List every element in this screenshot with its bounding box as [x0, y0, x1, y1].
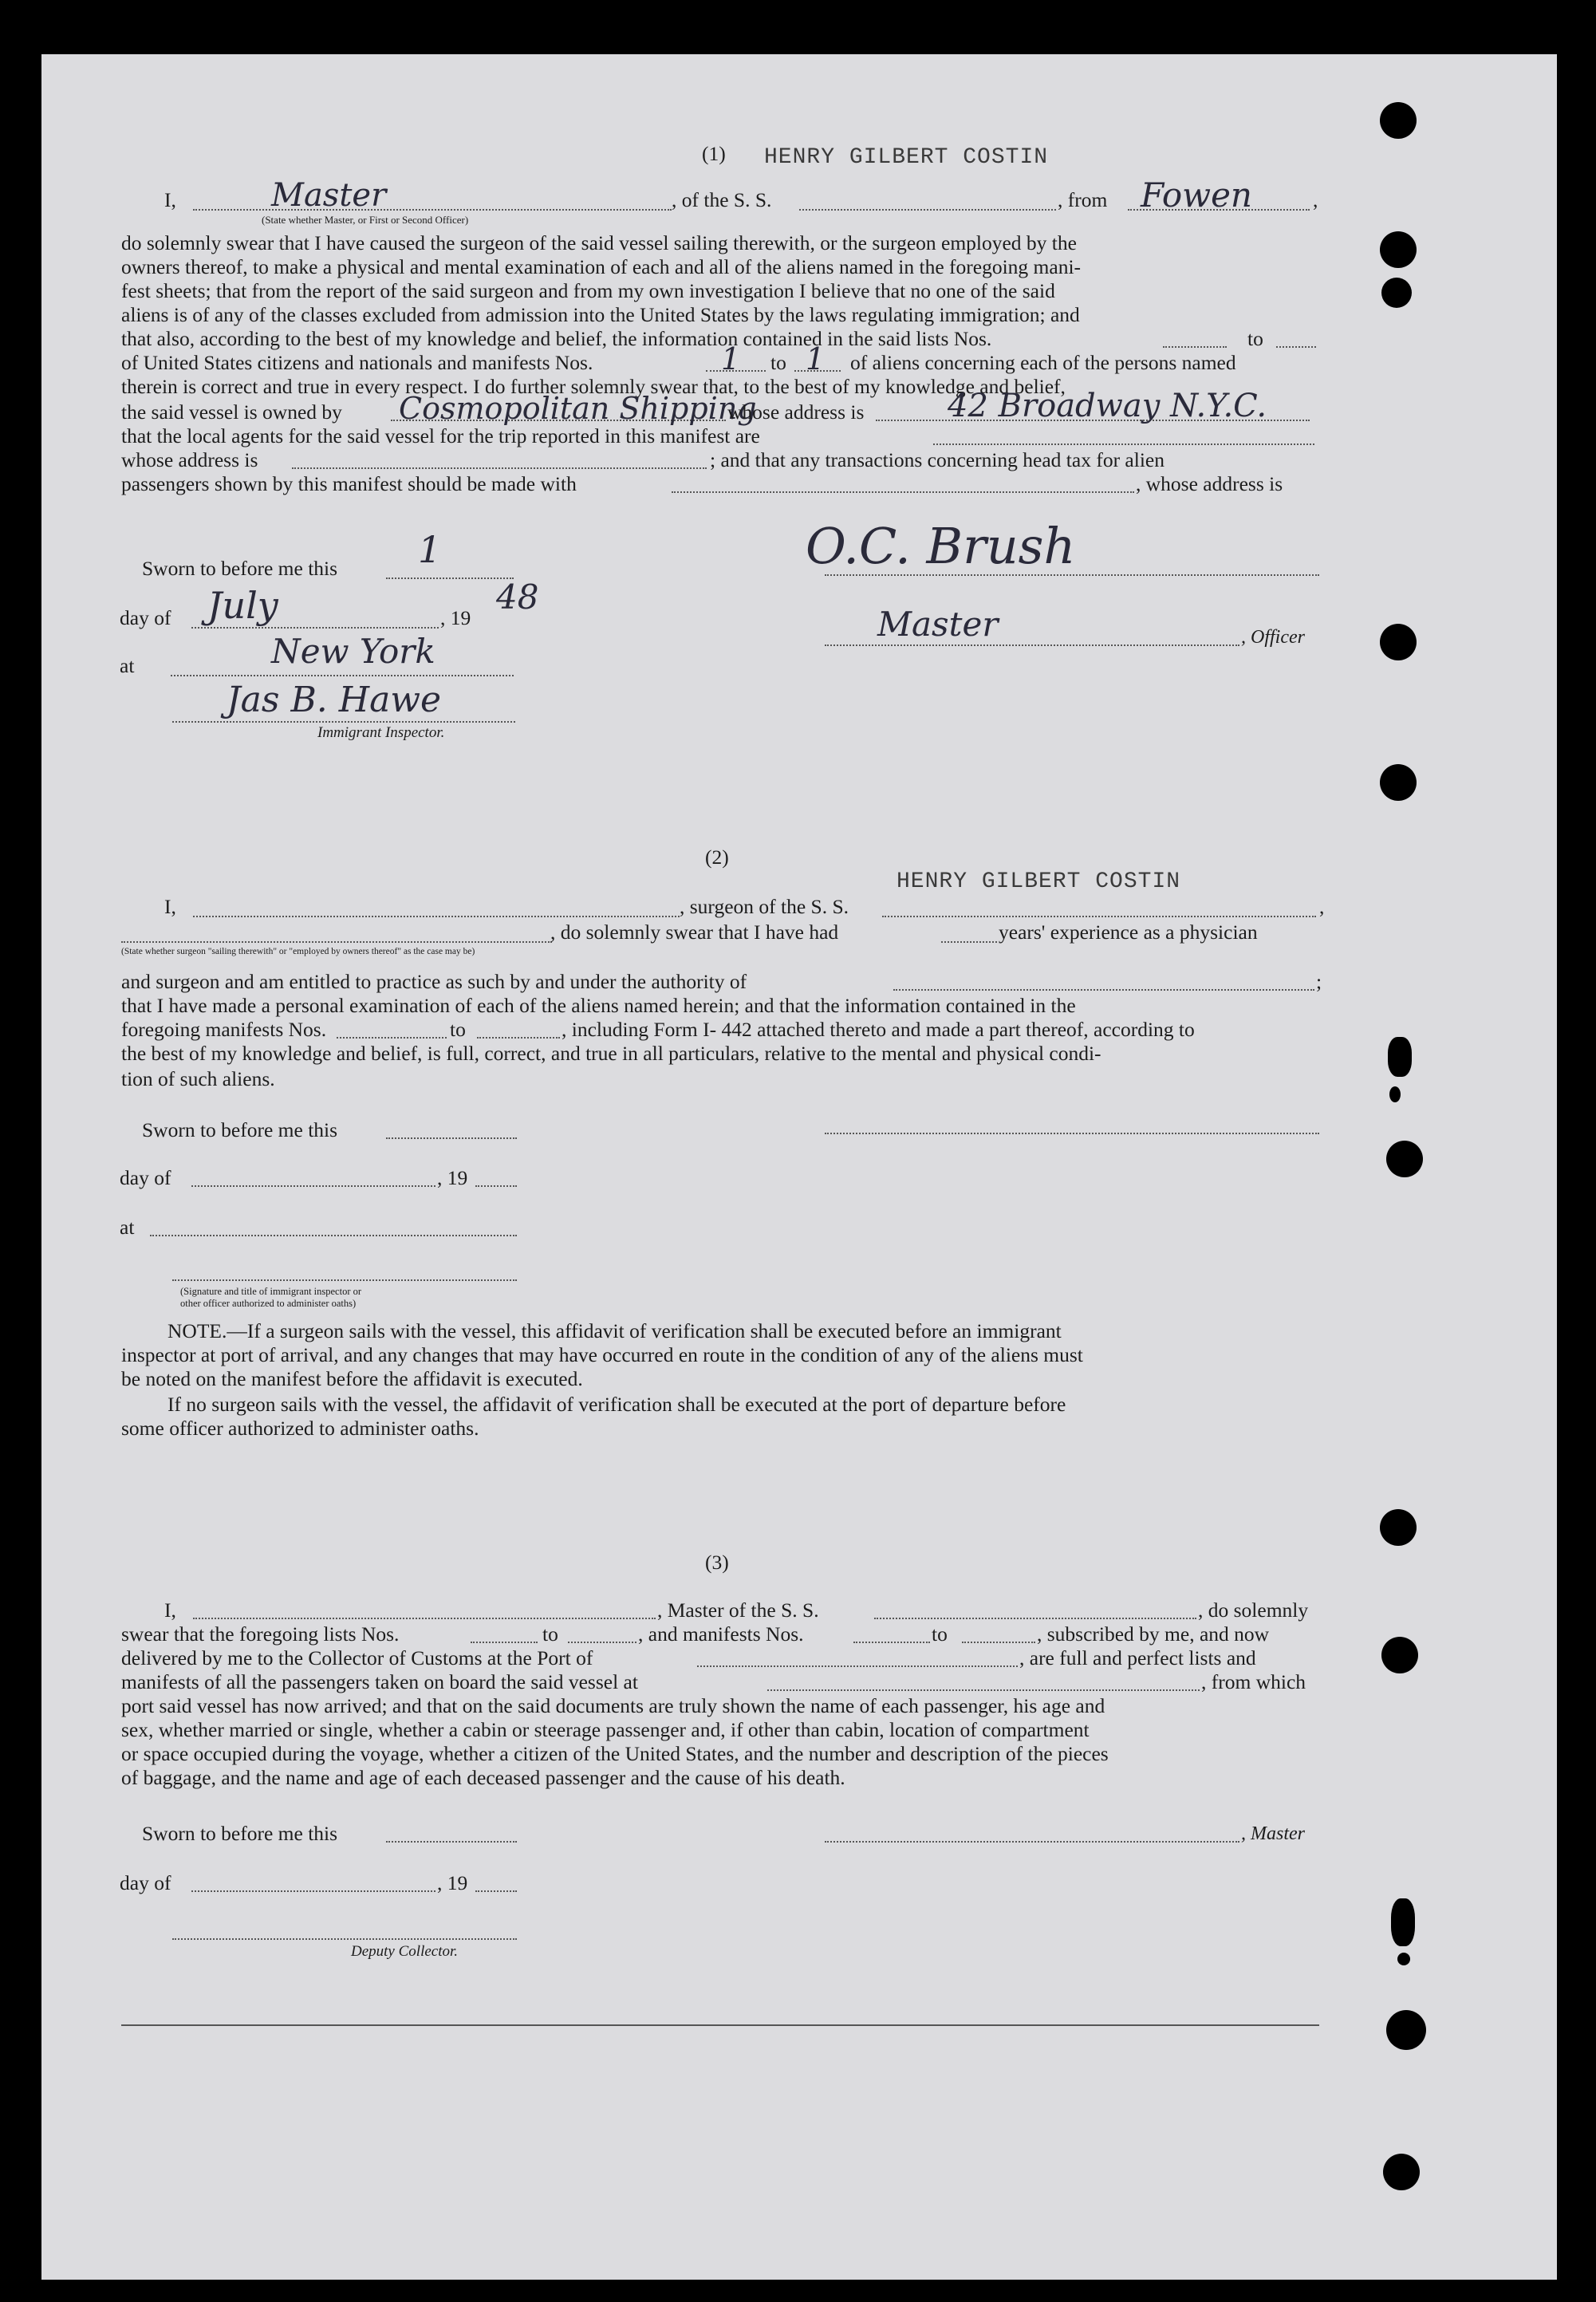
- master-label: , Master: [1241, 1823, 1305, 1844]
- punch-hole: [1380, 764, 1417, 801]
- punch-hole: [1386, 2010, 1426, 2050]
- signature-line: [172, 1938, 517, 1940]
- oath-text: foregoing manifests Nos.: [121, 1018, 327, 1041]
- bottom-rule: [121, 2024, 1319, 2026]
- blank-line: [767, 1689, 1200, 1691]
- blank-line: [475, 1890, 517, 1892]
- day-of-label: day of: [120, 606, 171, 629]
- oath-text: delivered by me to the Collector of Customs at the Port of: [121, 1646, 593, 1669]
- oath-text: do solemnly swear that I have caused the surgeon of the said vessel sailing therewith, or the surgeon employed by the: [121, 231, 1077, 254]
- oath-text: , subscribed by me, and now: [1037, 1622, 1270, 1646]
- handwritten-day: 1: [418, 528, 442, 571]
- oath-text: , surgeon of the S. S.: [680, 895, 849, 918]
- blank-line: [893, 989, 1314, 991]
- punch-hole: [1388, 1037, 1412, 1077]
- signature-line: [825, 644, 1239, 646]
- punch-hole: [1380, 624, 1417, 660]
- oath-text: years' experience as a physician: [999, 920, 1258, 944]
- oath-text: to: [1247, 327, 1263, 350]
- oath-text: , of the S. S.: [672, 188, 772, 211]
- note-text: be noted on the manifest before the affidavit is executed.: [121, 1367, 583, 1390]
- sworn-label: Sworn to before me this: [142, 1822, 338, 1845]
- oath-text: of baggage, and the name and age of each deceased passenger and the cause of his death.: [121, 1766, 845, 1789]
- day-of-label: day of: [120, 1166, 171, 1189]
- oath-text: fest sheets; that from the report of the said surgeon and from my own investigation I believe that no one of the said: [121, 279, 1055, 302]
- oath-text: the best of my knowledge and belief, is full, correct, and true in all particulars, relative to the mental and physical condi-: [121, 1042, 1101, 1065]
- blank-line: [150, 1235, 517, 1236]
- oath-text: ,: [1313, 188, 1318, 211]
- blank-line: [171, 675, 514, 676]
- oath-text: whose address is: [727, 400, 865, 424]
- oath-text: ;: [1316, 970, 1322, 993]
- section-2-number: (2): [705, 846, 729, 869]
- blank-line: [471, 1642, 538, 1643]
- oath-text: , do solemnly swear that I have had: [550, 920, 839, 944]
- blank-line: [292, 467, 707, 469]
- vessel-name-stamp: HENRY GILBERT COSTIN: [764, 145, 1049, 170]
- blank-line: [568, 1642, 636, 1643]
- signature-line: [825, 1841, 1239, 1843]
- signature-line: [825, 574, 1319, 576]
- oath-text: and surgeon and am entitled to practice as such by and under the authority of: [121, 970, 747, 993]
- oath-text: I,: [164, 895, 176, 918]
- oath-text: , including Form I- 442 attached thereto and made a part thereof, according to: [562, 1018, 1195, 1041]
- caption-master: (State whether Master, or First or Second Officer): [262, 214, 469, 226]
- oath-text: , are full and perfect lists and: [1019, 1646, 1256, 1669]
- note-text: If no surgeon sails with the vessel, the affidavit of verification shall be executed at the port of departure before: [167, 1393, 1066, 1416]
- punch-hole: [1389, 1086, 1401, 1102]
- signature-caption: (Signature and title of immigrant inspector or: [180, 1286, 362, 1297]
- blank-line: [386, 1841, 517, 1843]
- blank-line: [874, 1618, 1196, 1619]
- handwritten-nos-to: 1: [806, 341, 826, 376]
- oath-text: , and manifests Nos.: [638, 1622, 804, 1646]
- oath-text: to: [770, 351, 786, 374]
- sworn-label: Sworn to before me this: [142, 557, 338, 580]
- note-text: NOTE.—If a surgeon sails with the vessel, this affidavit of verification shall be executed before an immigrant: [167, 1319, 1062, 1342]
- oath-text: that also, according to the best of my knowledge and belief, the information contained in the said lists Nos.: [121, 327, 992, 350]
- punch-hole: [1380, 231, 1417, 268]
- year-prefix: , 19: [440, 606, 471, 629]
- oath-text: ,: [1319, 895, 1325, 918]
- vessel-name-stamp: HENRY GILBERT COSTIN: [897, 869, 1181, 894]
- inspector-signature: Jas B. Hawe: [227, 680, 442, 720]
- oath-text: , from which: [1201, 1670, 1306, 1693]
- oath-text: passengers shown by this manifest should be made with: [121, 472, 577, 495]
- officer-signature: O.C. Brush: [806, 517, 1076, 575]
- blank-line: [121, 941, 552, 943]
- oath-text: the said vessel is owned by: [121, 400, 342, 424]
- oath-text: to: [450, 1018, 466, 1041]
- blank-line: [477, 1037, 560, 1039]
- blank-line: [191, 1185, 435, 1187]
- signature-line: [172, 1279, 517, 1281]
- oath-text: ; and that any transactions concerning head tax for alien: [710, 448, 1164, 471]
- collector-caption: Deputy Collector.: [351, 1943, 459, 1960]
- punch-hole: [1383, 2154, 1420, 2190]
- oath-text: , do solemnly: [1198, 1598, 1309, 1622]
- oath-text: therein is correct and true in every respect. I do further solemnly swear that, to the best of my knowledge and belief,: [121, 375, 1066, 398]
- blank-line: [191, 627, 439, 629]
- punch-hole: [1380, 102, 1417, 139]
- oath-text: , Master of the S. S.: [657, 1598, 819, 1622]
- oath-text: , whose address is: [1136, 472, 1283, 495]
- oath-text: whose address is: [121, 448, 258, 471]
- handwritten-from-port: Fowen: [1141, 175, 1252, 215]
- blank-line: [193, 209, 672, 211]
- oath-text: or space occupied during the voyage, whether a citizen of the United States, and the number and description of the pieces: [121, 1742, 1109, 1765]
- blank-line: [853, 1642, 930, 1643]
- handwritten-place: New York: [271, 632, 435, 671]
- year-prefix: , 19: [437, 1166, 468, 1189]
- year-prefix: , 19: [437, 1871, 468, 1894]
- punch-hole: [1391, 1898, 1415, 1946]
- oath-text: I,: [164, 1598, 176, 1622]
- oath-text: manifests of all the passengers taken on board the said vessel at: [121, 1670, 638, 1693]
- blank-line: [697, 1665, 1018, 1667]
- oath-text: of aliens concerning each of the persons named: [850, 351, 1236, 374]
- caption-surgeon: (State whether surgeon "sailing therewith" or "employed by owners thereof" as the case may be): [121, 947, 475, 956]
- day-of-label: day of: [120, 1871, 171, 1894]
- oath-text: I,: [164, 188, 176, 211]
- blank-line: [941, 941, 997, 943]
- sworn-label: Sworn to before me this: [142, 1118, 338, 1141]
- officer-title-handwritten: Master: [877, 605, 999, 644]
- signature-caption: other officer authorized to administer oaths): [180, 1298, 357, 1309]
- handwritten-month: July: [207, 584, 278, 627]
- blank-line: [386, 1137, 517, 1139]
- blank-line: [933, 443, 1314, 445]
- signature-line: [825, 1133, 1319, 1134]
- at-label: at: [120, 654, 135, 677]
- blank-line: [193, 916, 680, 917]
- oath-text: to: [932, 1622, 948, 1646]
- punch-hole: [1381, 278, 1412, 308]
- oath-text: port said vessel has now arrived; and that on the said documents are truly shown the name of each passenger, his age and: [121, 1694, 1105, 1717]
- oath-text: sex, whether married or single, whether a cabin or steerage passenger and, if other than cabin, location of compartment: [121, 1718, 1090, 1741]
- oath-text: that the local agents for the said vessel for the trip reported in this manifest are: [121, 424, 760, 447]
- blank-line: [1163, 346, 1227, 348]
- handwritten-owner-address: 42 Broadway N.Y.C.: [948, 388, 1267, 424]
- handwritten-owner: Cosmopolitan Shipping: [399, 391, 757, 426]
- oath-text: tion of such aliens.: [121, 1067, 275, 1090]
- handwritten-master: Master: [271, 177, 387, 214]
- inspector-caption: Immigrant Inspector.: [317, 724, 445, 741]
- note-text: some officer authorized to administer oaths.: [121, 1417, 479, 1440]
- blank-line: [337, 1037, 447, 1039]
- handwritten-year: 48: [496, 577, 539, 617]
- blank-line: [1276, 346, 1316, 348]
- oath-text: owners thereof, to make a physical and mental examination of each and all of the aliens named in the foregoing mani-: [121, 255, 1082, 278]
- punch-hole: [1397, 1953, 1410, 1965]
- section-1-number: (1): [702, 142, 726, 165]
- punch-hole: [1381, 1637, 1418, 1673]
- blank-line: [672, 491, 1134, 493]
- blank-line: [191, 1890, 435, 1892]
- blank-line: [386, 577, 514, 579]
- blank-line: [475, 1185, 517, 1187]
- punch-hole: [1380, 1509, 1417, 1546]
- oath-text: that I have made a personal examination of each of the aliens named herein; and that the information contained in the: [121, 994, 1076, 1017]
- oath-text: of United States citizens and nationals and manifests Nos.: [121, 351, 593, 374]
- handwritten-nos-from: 1: [721, 341, 741, 376]
- oath-text: to: [542, 1622, 558, 1646]
- section-3-number: (3): [705, 1551, 729, 1574]
- oath-text: aliens is of any of the classes excluded from admission into the United States by the laws regulating immigration; and: [121, 303, 1080, 326]
- oath-text: , from: [1058, 188, 1108, 211]
- blank-line: [193, 1618, 656, 1619]
- oath-text: swear that the foregoing lists Nos.: [121, 1622, 400, 1646]
- officer-label: , Officer: [1241, 627, 1305, 648]
- note-text: inspector at port of arrival, and any changes that may have occurred en route in the condition of any of the aliens must: [121, 1343, 1083, 1366]
- blank-line: [962, 1642, 1035, 1643]
- punch-hole: [1386, 1141, 1423, 1177]
- at-label: at: [120, 1216, 135, 1239]
- blank-line: [799, 209, 1056, 211]
- blank-line: [882, 916, 1316, 917]
